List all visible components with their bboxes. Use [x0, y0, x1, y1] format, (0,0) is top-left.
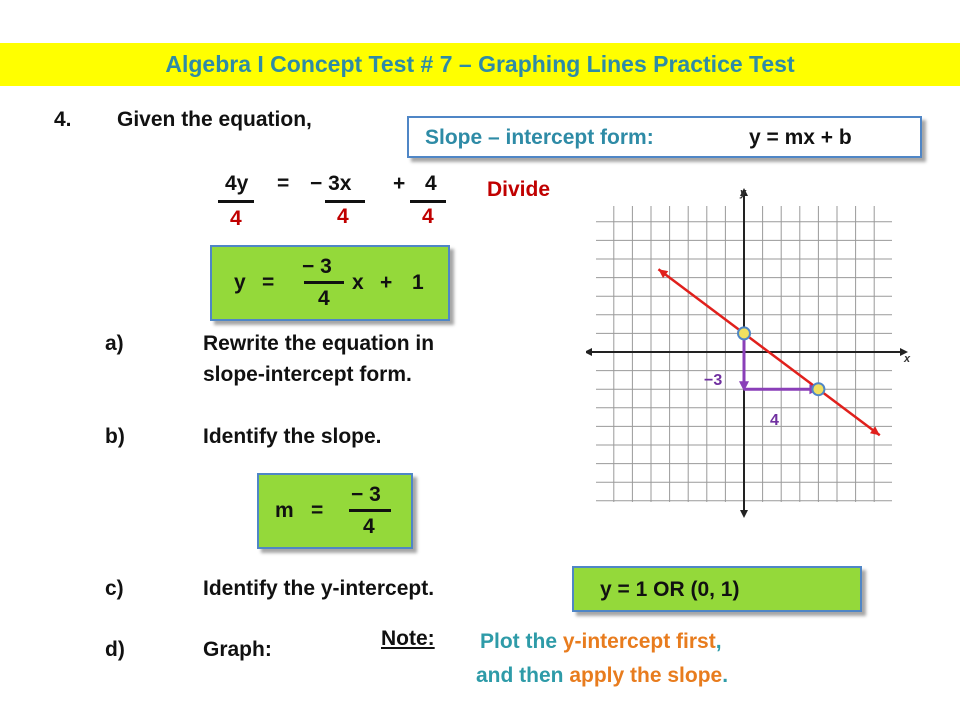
part-c-letter: c)	[105, 577, 124, 600]
answer-equals: =	[262, 271, 275, 294]
equation-term2: 4	[425, 172, 437, 195]
fraction-bar	[304, 281, 344, 284]
note-label: Note:	[381, 627, 435, 650]
note-text: .	[722, 664, 729, 687]
divisor-term1: 4	[337, 205, 349, 228]
fraction-bar	[325, 200, 365, 203]
title-banner	[0, 43, 960, 86]
x-axis-label: x	[904, 353, 911, 365]
part-a-line1: Rewrite the equation in	[203, 332, 435, 355]
slope-m: m	[275, 499, 294, 522]
answer-equation-box	[210, 245, 450, 321]
divide-label: Divide	[487, 178, 551, 201]
run-label: 4	[770, 412, 779, 429]
slope-intercept-label: Slope – intercept form:	[425, 126, 654, 149]
divisor-term2: 4	[422, 205, 434, 228]
part-d-letter: d)	[105, 638, 125, 661]
slope-intercept-formula: y = mx + b	[749, 126, 852, 149]
part-a-letter: a)	[105, 332, 124, 355]
y-intercept-point	[738, 327, 750, 339]
graph-axes	[586, 188, 908, 518]
slope-denominator: 4	[363, 515, 375, 538]
page-title: Algebra I Concept Test # 7 – Graphing Lines Practice Test	[165, 51, 795, 77]
fraction-bar	[349, 509, 391, 512]
slope-answer-box	[257, 473, 413, 549]
note-text: Plot the	[480, 630, 563, 653]
coordinate-graph	[586, 182, 916, 522]
part-d-text: Graph:	[203, 638, 272, 661]
part-b-letter: b)	[105, 425, 125, 448]
question-number: 4.	[54, 108, 72, 131]
equation-lhs: 4y	[225, 172, 249, 195]
note-text: ,	[715, 630, 722, 653]
fraction-bar	[410, 200, 446, 203]
answer-x: x	[352, 271, 364, 294]
note-line2	[476, 664, 728, 688]
y-axis-label: y	[740, 187, 747, 199]
slope-point	[812, 383, 824, 395]
question-prompt: Given the equation,	[117, 108, 312, 131]
part-b-text: Identify the slope.	[203, 425, 382, 448]
part-a-line2: slope-intercept form.	[203, 363, 412, 386]
note-highlight: y-intercept first	[562, 630, 716, 653]
slope-intercept-form-box	[407, 116, 922, 158]
note-text: and then	[476, 664, 570, 687]
part-c-text: Identify the y-intercept.	[203, 577, 435, 600]
answer-plus: +	[380, 271, 393, 294]
equation-equals: =	[277, 172, 290, 195]
answer-slope-denominator: 4	[318, 287, 330, 310]
equation-plus: +	[393, 172, 406, 195]
fraction-bar	[218, 200, 254, 203]
intercept-answer-text: y = 1 OR (0, 1)	[600, 578, 740, 601]
divisor-lhs: 4	[230, 207, 242, 230]
intercept-answer-box	[572, 566, 862, 612]
slope-numerator: − 3	[351, 483, 381, 506]
rise-label: −3	[704, 372, 723, 389]
answer-slope-numerator: − 3	[302, 255, 332, 278]
answer-y: y	[234, 271, 246, 294]
answer-intercept: 1	[412, 271, 424, 294]
equation-term1: − 3x	[310, 172, 352, 195]
note-highlight: apply the slope	[569, 664, 723, 687]
slope-equals: =	[311, 499, 324, 522]
note-line1	[480, 630, 722, 654]
